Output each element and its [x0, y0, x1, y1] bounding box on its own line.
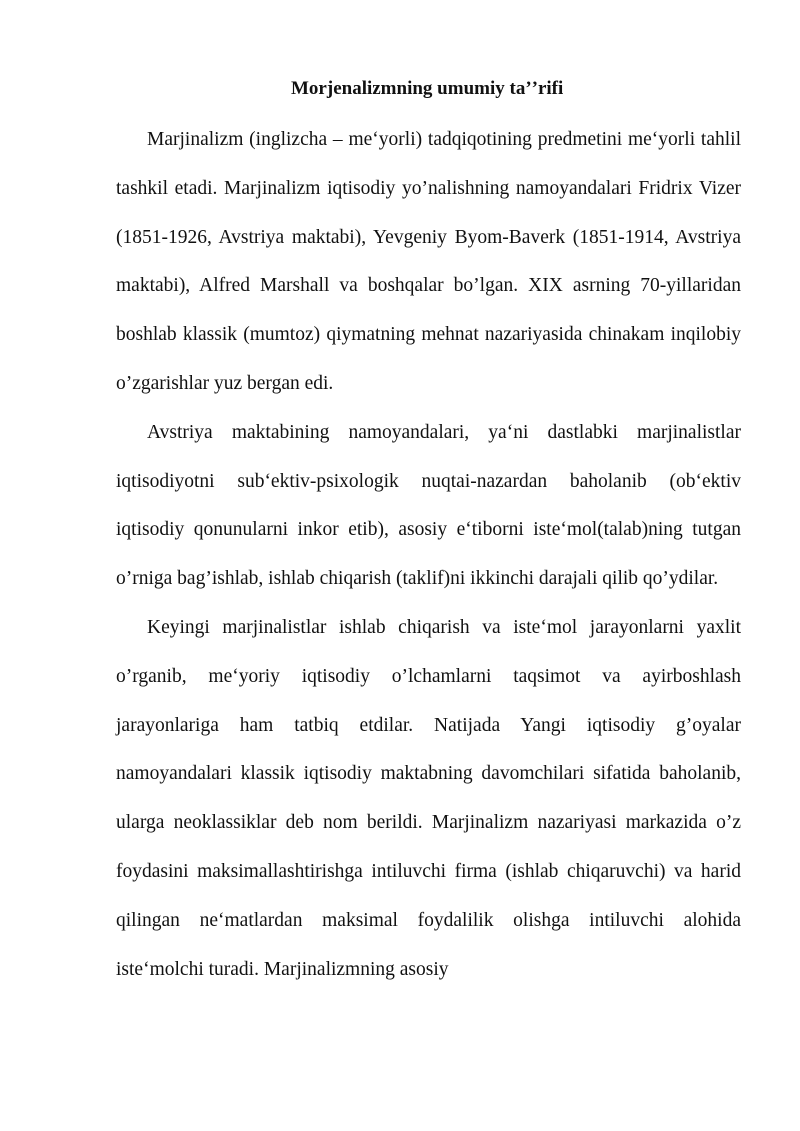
- paragraph-2: Avstriya maktabining namoyandalari, yaʻni dastlabki marjinalistlar iqtisodiyotni subʻektiv-psixologik nuqtai-nazardan baholanib (obʻektiv iqtisodiy qonunularni inkor etib), asosiy eʻtiborni isteʻmol(talab)ning tutgan o’rniga bag’ishlab, ishlab chiqarish (taklif)ni ikkinchi darajali qilib qo’ydilar.: [116, 421, 741, 590]
- document-body: [116, 72, 741, 994]
- document-title: Morjenalizmning umumiy taʼʼrifi: [291, 78, 564, 99]
- paragraph-3: Keyingi marjinalistlar ishlab chiqarish va isteʻmol jarayonlarni yaxlit o’rganib, meʻyoriy iqtisodiy o’lchamlarni taqsimot va ayirboshlash jarayonlariga ham tatbiq etdilar. Natijada Yangi iqtisodiy g’oyalar namoyandalari klassik iqtisodiy maktabning davomchilari sifatida baholanib, ularga neoklassiklar deb nom berildi. Marjinalizm nazariyasi markazida o’z foydasini maksimallashtirishga intiluvchi firma (ishlab chiqaruvchi) va harid qilingan neʻmatlardan maksimal foydalilik olishga intiluvchi alohida isteʻmolchi turadi. Marjinalizmning asosiy: [116, 616, 741, 980]
- paragraph-1: Marjinalizm (inglizcha – meʻyorli) tadqiqotining predmetini meʻyorli tahlil tashkil etadi. Marjinalizm iqtisodiy yo’nalishning namoyandalari Fridrix Vizer (1851-1926, Avstriya maktabi), Yevgeniy Byom-Baverk (1851-1914, Avstriya maktabi), Alfred Marshall va boshqalar bo’lgan. XIX asrning 70-yillaridan boshlab klassik (mumtoz) qiymatning mehnat nazariyasida chinakam inqilobiy o’zgarishlar yuz bergan edi.: [116, 129, 741, 394]
